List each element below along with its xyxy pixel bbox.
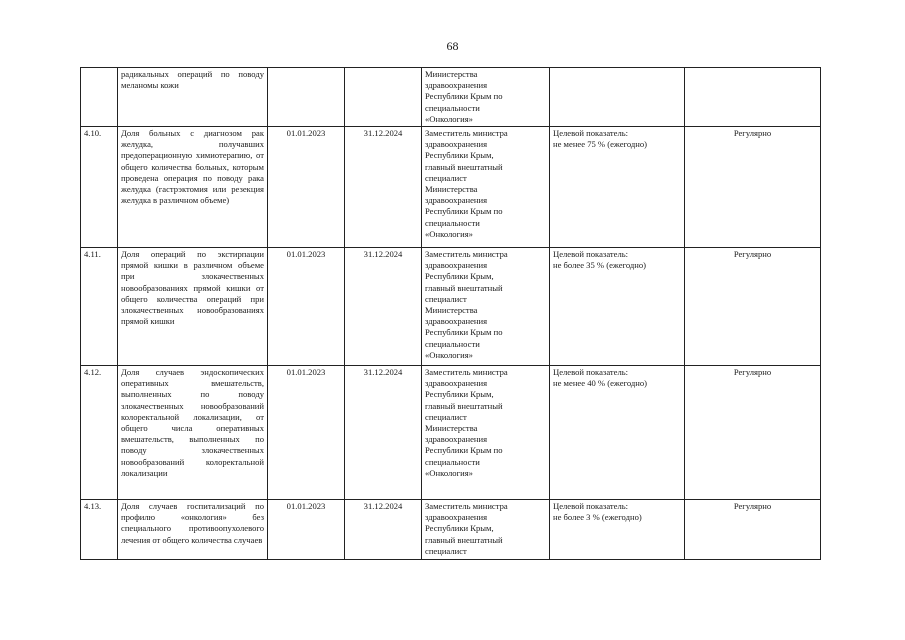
- responsible-line: главный внештатный: [425, 534, 503, 545]
- responsible-line: здравоохранения: [425, 316, 488, 327]
- responsible-line: здравоохранения: [425, 195, 488, 206]
- table-row: [81, 248, 821, 366]
- responsible-line: Республики Крым,: [425, 271, 494, 282]
- responsible-line: Заместитель министра: [425, 128, 508, 139]
- responsible-cell: [422, 248, 550, 366]
- indicator-cell: [550, 127, 685, 248]
- end-date: 31.12.2024: [345, 366, 422, 500]
- row-number: 4.12.: [81, 366, 118, 500]
- indicator-value: не более 3 % (ежегодно): [553, 512, 642, 523]
- responsible-line: «Онкология»: [425, 113, 473, 124]
- indicator-label: Целевой показатель:: [553, 249, 629, 260]
- responsible-cell: [422, 366, 550, 500]
- indicator-cell: [550, 68, 685, 127]
- start-date: 01.01.2023: [268, 500, 345, 560]
- responsible-line: здравоохранения: [425, 378, 488, 389]
- indicator-cell: [550, 366, 685, 500]
- indicator-value: не менее 40 % (ежегодно): [553, 378, 648, 389]
- responsible-line: Министерства: [425, 69, 478, 79]
- responsible-line: специалист: [425, 411, 467, 422]
- responsible-line: «Онкология»: [425, 349, 473, 360]
- responsible-line: здравоохранения: [425, 434, 488, 445]
- measure-name: Доля операций по экстирпации прямой кишки в различном объеме при злокачественных новообразованиях прямой кишки от общего количества операций при злокачественных новообразованиях прямой кишки: [118, 248, 268, 366]
- indicator-label: Целевой показатель:: [553, 501, 629, 512]
- periodicity: Регулярно: [685, 127, 821, 248]
- table-row: [81, 366, 821, 500]
- end-date: 31.12.2024: [345, 248, 422, 366]
- responsible-line: специальности: [425, 217, 480, 228]
- responsible-line: Республики Крым,: [425, 150, 494, 161]
- indicator-cell: [550, 248, 685, 366]
- table-row: [81, 127, 821, 248]
- indicator-value: не менее 75 % (ежегодно): [553, 139, 648, 150]
- responsible-line: «Онкология»: [425, 467, 473, 478]
- end-date: [345, 68, 422, 127]
- responsible-line: главный внештатный: [425, 161, 503, 172]
- measure-name: Доля случаев эндоскопических оперативных вмешательств, выполненных по поводу злокачественных новообразований колоректальной локализации, от общего числа оперативных вмешательств, выполненных по поводу злокачественных новообразований колоректальной локализации: [118, 366, 268, 500]
- start-date: 01.01.2023: [268, 127, 345, 248]
- row-number: 4.11.: [81, 248, 118, 366]
- measures-table: [80, 67, 821, 560]
- responsible-line: Заместитель министра: [425, 367, 508, 378]
- responsible-line: специальности: [425, 456, 480, 467]
- periodicity: Регулярно: [685, 500, 821, 560]
- responsible-line: главный внештатный: [425, 282, 503, 293]
- periodicity: [685, 68, 821, 127]
- responsible-line: специалист: [425, 545, 467, 556]
- measure-name: Доля больных с диагнозом рак желудка, получавших предоперационную химиотерапию, от общего количества больных, которым проведена операция по поводу рака желудка (гастрэктомия или резекция желудка в различном объеме): [118, 127, 268, 248]
- row-number: 4.13.: [81, 500, 118, 560]
- indicator-label: Целевой показатель:: [553, 367, 629, 378]
- responsible-line: Республики Крым,: [425, 523, 494, 534]
- indicator-value: не более 35 % (ежегодно): [553, 260, 647, 271]
- start-date: 01.01.2023: [268, 366, 345, 500]
- responsible-cell: [422, 68, 550, 127]
- responsible-line: «Онкология»: [425, 228, 473, 239]
- periodicity: Регулярно: [685, 248, 821, 366]
- responsible-line: Республики Крым по: [425, 206, 503, 217]
- responsible-line: Министерства: [425, 305, 478, 316]
- measure-name: Доля случаев госпитализаций по профилю «онкология» без специального противоопухолевого лечения от общего количества случаев: [118, 500, 268, 560]
- responsible-line: здравоохранения: [425, 80, 488, 91]
- responsible-line: Республики Крым по: [425, 445, 503, 456]
- responsible-line: здравоохранения: [425, 512, 488, 523]
- responsible-line: здравоохранения: [425, 139, 488, 150]
- responsible-line: Республики Крым по: [425, 327, 503, 338]
- responsible-line: специальности: [425, 338, 480, 349]
- responsible-line: Заместитель министра: [425, 501, 508, 512]
- responsible-line: Республики Крым,: [425, 389, 494, 400]
- responsible-line: главный внештатный: [425, 400, 503, 411]
- responsible-line: здравоохранения: [425, 260, 488, 271]
- responsible-line: специалист: [425, 172, 467, 183]
- start-date: 01.01.2023: [268, 248, 345, 366]
- end-date: 31.12.2024: [345, 500, 422, 560]
- indicator-label: Целевой показатель:: [553, 128, 629, 139]
- measure-name: радикальных операций по поводу меланомы кожи: [118, 68, 268, 127]
- indicator-cell: [550, 500, 685, 560]
- periodicity: Регулярно: [685, 366, 821, 500]
- responsible-cell: [422, 127, 550, 248]
- end-date: 31.12.2024: [345, 127, 422, 248]
- table-row: [81, 500, 821, 560]
- responsible-cell: [422, 500, 550, 560]
- responsible-line: Министерства: [425, 184, 478, 195]
- row-number: 4.10.: [81, 127, 118, 248]
- responsible-line: специальности: [425, 102, 480, 113]
- row-number: [81, 68, 118, 127]
- responsible-line: Заместитель министра: [425, 249, 508, 260]
- start-date: [268, 68, 345, 127]
- page-number: 68: [446, 39, 459, 53]
- responsible-line: Министерства: [425, 423, 478, 434]
- responsible-line: Республики Крым по: [425, 91, 503, 102]
- table-row: [81, 68, 821, 127]
- responsible-line: специалист: [425, 293, 467, 304]
